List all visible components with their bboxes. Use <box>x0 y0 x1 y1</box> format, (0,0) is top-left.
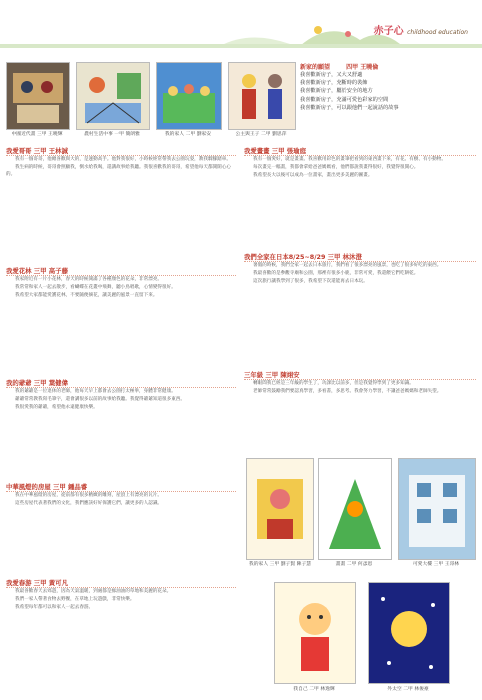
article <box>6 482 236 578</box>
article-paragraph: 我家附近有一片小花林，春天的時候開滿了各種顏色的花朵，非常漂亮。 <box>15 277 163 282</box>
poem-line: 我喜歡新房子，充滿可愛色彩家的空間 <box>300 96 389 103</box>
poem-line: 我喜歡新房子，可以跟他們一起說話的故事 <box>300 104 399 111</box>
drawing-3-caption: 可愛大樓 三甲 王哥林 <box>412 562 460 567</box>
article-paragraph: 我很愛我的爺爺，希望他永遠健康快樂。 <box>15 405 98 411</box>
article-title: 我愛哥哥 三甲 王林誠 <box>6 146 236 156</box>
article-title: 我們全家在日本8/25~8/29 三甲 林沐澄 <box>244 252 476 262</box>
article-title: 三年級 三甲 陳翊安 <box>244 370 476 380</box>
poem-block <box>300 62 476 142</box>
article-paragraph: 這些房屋代表著我們的文化，我們應該好好保護它們，讓更多的人認識。 <box>15 501 163 507</box>
article-paragraph: 我常常和家人一起去散步，看蝴蝶在花叢中飛舞，聽小鳥唱歌，心情變得很好。 <box>15 285 176 291</box>
brand-logo: 赤子心 childhood education <box>373 26 468 37</box>
article <box>6 146 236 266</box>
article <box>6 578 236 688</box>
poem-title: 新家的願望 四甲 王曉倫 <box>300 64 379 71</box>
article-title: 我愛春游 三甲 黃可凡 <box>6 578 236 588</box>
article-paragraph: 我最喜歡的是參觀寺廟和公園，那裡有很多小鹿，非常可愛，我還餵它們吃餅乾。 <box>253 271 419 277</box>
article <box>244 370 476 395</box>
poem-line: 我喜歡新房子，屬於安全的地方 <box>300 88 373 95</box>
article-paragraph: 我希望長大以後可以成為一位畫家，畫出更多美麗的圖畫。 <box>253 173 373 179</box>
article-paragraph: 我們一家人帶著食物去野餐，在草地上玩遊戲，非常快樂。 <box>15 597 135 603</box>
drawing-5-caption: 外太空 二甲 林俊豪 <box>387 687 429 692</box>
photo-3 <box>156 62 222 130</box>
right-column <box>244 146 476 366</box>
photo-4 <box>228 62 296 130</box>
drawing-4 <box>274 582 356 684</box>
drawing-1 <box>246 458 314 560</box>
drawing-2 <box>318 458 392 560</box>
article-paragraph: 我希望每年都可以和家人一起去春游。 <box>15 605 94 611</box>
photo-1 <box>6 62 70 130</box>
photo-2 <box>76 62 150 130</box>
article <box>244 146 476 252</box>
poem-line: 我喜歡新房子，充斷時的裝飾 <box>300 80 368 87</box>
article-paragraph: 轉眼間我已經是三年級的學生了，功課比以前多，但是我覺得學到了更多知識。 <box>253 381 414 386</box>
left-column <box>6 146 236 696</box>
article-paragraph: 這次旅行讓我學到了很多，我希望下次還能再去日本玩。 <box>253 279 368 285</box>
article-title: 中華風燈的房屋 三甲 鍾品睿 <box>6 482 236 492</box>
article-paragraph: 我生病的時候，哥哥會照顧我，倒水給我喝，還講故事給我聽。我很喜歡我的哥哥，希望他每天都開開心心的。 <box>6 165 231 178</box>
article <box>6 378 236 482</box>
article-title: 我愛畫畫 三甲 張瑜庭 <box>244 146 476 156</box>
photo-4-caption: 公主與王子 二甲 劉思萍 <box>235 132 287 137</box>
article-paragraph: 每次畫完一幅畫，我都會拿給爸爸媽媽看，他們都說我畫得很好，我覺得很開心。 <box>253 165 419 171</box>
drawing-1-caption: 我的家人 三甲 劉子賢 陳子慧 <box>248 562 312 567</box>
drawing-3 <box>398 458 476 560</box>
article-paragraph: 爺爺常常教我寫毛筆字，還會講很多以前的故事給我聽。我覺得爺爺知道很多東西。 <box>15 397 185 403</box>
article <box>244 252 476 362</box>
article-paragraph: 老師常常鼓勵我們要認真學習，多看書，多思考。我會努力學習，不讓爸爸媽媽和老師失望。 <box>253 389 442 395</box>
article <box>6 266 236 378</box>
drawing-2-caption: 畫畫 二甲 何彥恩 <box>335 562 373 567</box>
photo-2-caption: 農村生活中事 一甲 簡朗雅 <box>84 132 140 137</box>
poem-line: 我喜歡新房子，又大又舒適 <box>300 72 363 78</box>
drawing-5 <box>368 582 450 684</box>
header-divider <box>0 44 482 48</box>
article-paragraph: 我有一個哥哥，他總喜歡與大的，是運動高手。他對我很好，小時候經常帶我去公園玩耍，教我騎腳踏車。 <box>15 157 231 162</box>
article-title: 我愛花林 三甲 高子藤 <box>6 266 236 276</box>
photo-3-caption: 我的家人 二甲 劉家安 <box>164 132 212 137</box>
article-title: 我的爺爺 三甲 葉健偉 <box>6 378 236 388</box>
right-column-lower <box>244 370 476 450</box>
article-paragraph: 我的爺爺是一位退休的老師，他每天早上都會去公園打太極拳，身體非常健康。 <box>15 389 176 394</box>
drawing-4-caption: 我自己 二甲 林逸輝 <box>293 687 335 692</box>
article-paragraph: 暑假的時候，我們全家一起去日本旅行，我們看了很多漂亮的風景，也吃了很多好吃的東西。 <box>253 263 442 268</box>
article-paragraph: 我最喜歡春天去郊遊，因為天氣溫暖，到處都是綠油油的草地和美麗的花朵。 <box>15 589 172 594</box>
article-paragraph: 我有一個愛好，就是畫畫。我喜歡用彩色的畫筆把看到的東西畫下來，有花、有樹、有小動物。 <box>253 157 446 162</box>
article-paragraph: 我希望大家都能愛護花林，不要隨便摘花，讓美麗的風景一直留下來。 <box>15 293 158 299</box>
article-paragraph: 我在中華風燈的房屋，從前都有很多精緻的雕刻，屋頂上有漂亮的瓦片。 <box>15 493 163 498</box>
photo-1-caption: 中國近代畫 三甲 王曉輝 <box>11 132 63 137</box>
